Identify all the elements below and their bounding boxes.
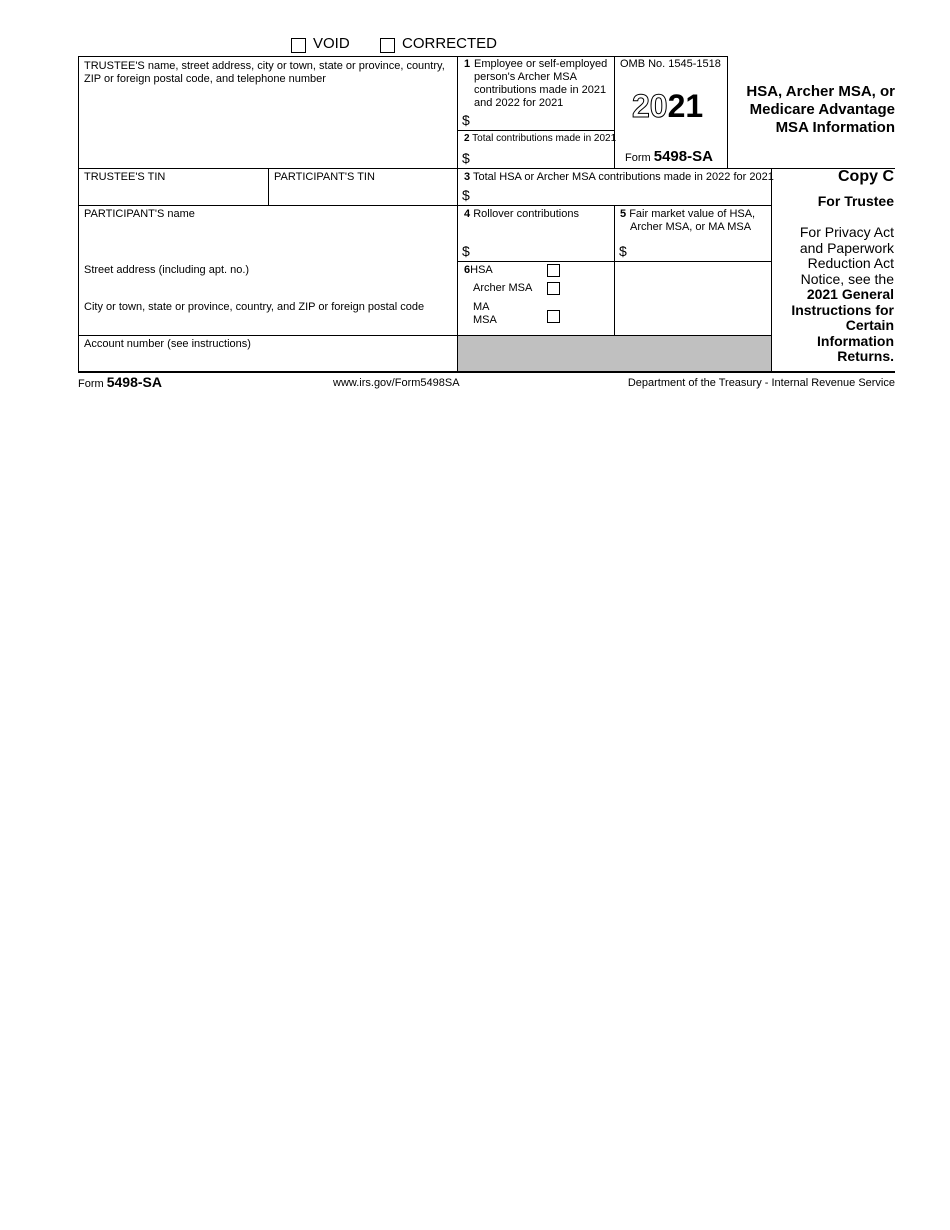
footer-form-name: 5498-SA [106,374,162,390]
form-prefix: Form [625,152,651,164]
tin-divider [268,168,269,206]
tax-year-bold: 21 [667,88,704,124]
box2-amount-field[interactable] [474,150,610,166]
box6-label [464,264,493,277]
void-checkbox[interactable] [291,38,306,53]
notice-bold-line: Instructions for [791,301,894,318]
form-title-line3: MSA Information [775,119,895,136]
box5-label [620,208,768,234]
box1-omb-divider [614,56,615,169]
box6-number: 6 [464,264,471,276]
notice-bold-line: Information [817,332,894,349]
form-title-line2: Medicare Advantage [749,101,895,118]
participant-tin-field[interactable] [274,186,454,202]
form-top-border [78,56,728,57]
box3-text: Total HSA or Archer MSA contributions made in 2022 for 2021 [472,171,774,183]
box1-box2-divider [457,130,614,131]
participant-name-label: PARTICIPANT'S name [84,208,195,220]
account-number-field[interactable] [84,353,452,369]
account-number-label: Account number (see instructions) [84,338,251,350]
box6-archer-msa-checkbox[interactable] [547,282,560,295]
shaded-area [458,336,771,371]
box1-currency: $ [462,112,470,128]
corrected-label: CORRECTED [402,35,498,52]
trustee-info-field[interactable] [84,88,452,164]
box4-amount-field[interactable] [474,243,610,259]
footer-department: Department of the Treasury - Internal Revenue Service [627,377,895,389]
participant-tin-label: PARTICIPANT'S TIN [274,171,375,183]
box3-amount-field[interactable] [474,187,764,203]
box3-number: 3 [464,171,471,183]
tax-year [632,88,703,124]
street-address-field[interactable] [84,279,452,295]
notice-bold-line: Certain [845,317,894,333]
city-label: City or town, state or province, country, and ZIP or foreign postal code [84,301,425,313]
omb-number: OMB No. 1545-1518 [620,58,721,70]
form-name: 5498-SA [653,148,713,165]
box1-amount-field[interactable] [474,112,610,128]
row2-bottom-line [78,205,772,206]
trustee-tin-label: TRUSTEE'S TIN [84,171,166,183]
participant-name-field[interactable] [84,224,452,258]
box5-text-line1: Fair market value of HSA, [629,208,756,220]
corrected-checkbox[interactable] [380,38,395,53]
footer-form-prefix: Form [78,378,104,390]
box1-text: Employee or self-employed person's Archer MSA contributions made in 2021 and 2022 for 2021 [474,58,608,109]
notice-line: Notice, see the [800,270,894,287]
copy-subtitle: For Trustee [817,193,894,209]
box6-option-hsa-label: HSA [470,264,493,276]
notice-line: Reduction Act [807,255,894,271]
notice-line: For Privacy Act [799,224,894,240]
main-column-divider [457,56,458,372]
footer-url[interactable]: www.irs.gov/Form5498SA [333,377,460,389]
form-left-border [78,56,79,372]
box2-currency: $ [462,150,470,166]
box4-text: Rollover contributions [473,208,579,220]
form-id-header [625,148,713,165]
notice-bold-line: Returns. [837,348,894,364]
notice-line: and Paperwork [799,239,894,256]
trustee-info-label: TRUSTEE'S name, street address, city or town, state or province, country, ZIP or foreign postal code, and telephone number [84,60,445,85]
street-address-label: Street address (including apt. no.) [84,264,250,276]
notice-bold-line: 2021 General [806,286,894,302]
box4-label [464,208,579,221]
box6-ma-msa-checkbox[interactable] [547,310,560,323]
box3-label [464,171,774,184]
copy-title: Copy C [838,168,894,185]
city-field[interactable] [84,316,452,332]
form-bottom-border [78,371,895,373]
box6-hsa-checkbox[interactable] [547,264,560,277]
box6-option-ma-label: MA [473,301,490,313]
footer-form-id [78,374,162,390]
row1-bottom-line [78,168,895,169]
box5-currency: $ [619,243,627,259]
box5-amount-field[interactable] [631,243,767,259]
box2-number: 2 [464,133,470,144]
privacy-notice [774,225,894,365]
trustee-tin-field[interactable] [84,186,264,202]
box3-currency: $ [462,187,470,203]
box2-label [464,133,616,145]
box2-text: Total contributions made in 2021 [472,133,617,144]
box6-option-msa-label: MSA [473,314,497,326]
box4-currency: $ [462,243,470,259]
box6-option-archer-label: Archer MSA [473,282,533,294]
void-label: VOID [313,35,350,52]
tax-year-outline: 20 [632,88,668,124]
box5-number: 5 [620,208,627,220]
copy-column-divider [771,168,772,372]
box1-number: 1 [464,58,471,70]
box4-box5-divider [614,205,615,336]
box4-number: 4 [464,208,471,220]
form-title [728,83,895,137]
form-title-line1: HSA, Archer MSA, or [746,83,895,100]
box5-text-line2: Archer MSA, or MA MSA [630,221,752,233]
